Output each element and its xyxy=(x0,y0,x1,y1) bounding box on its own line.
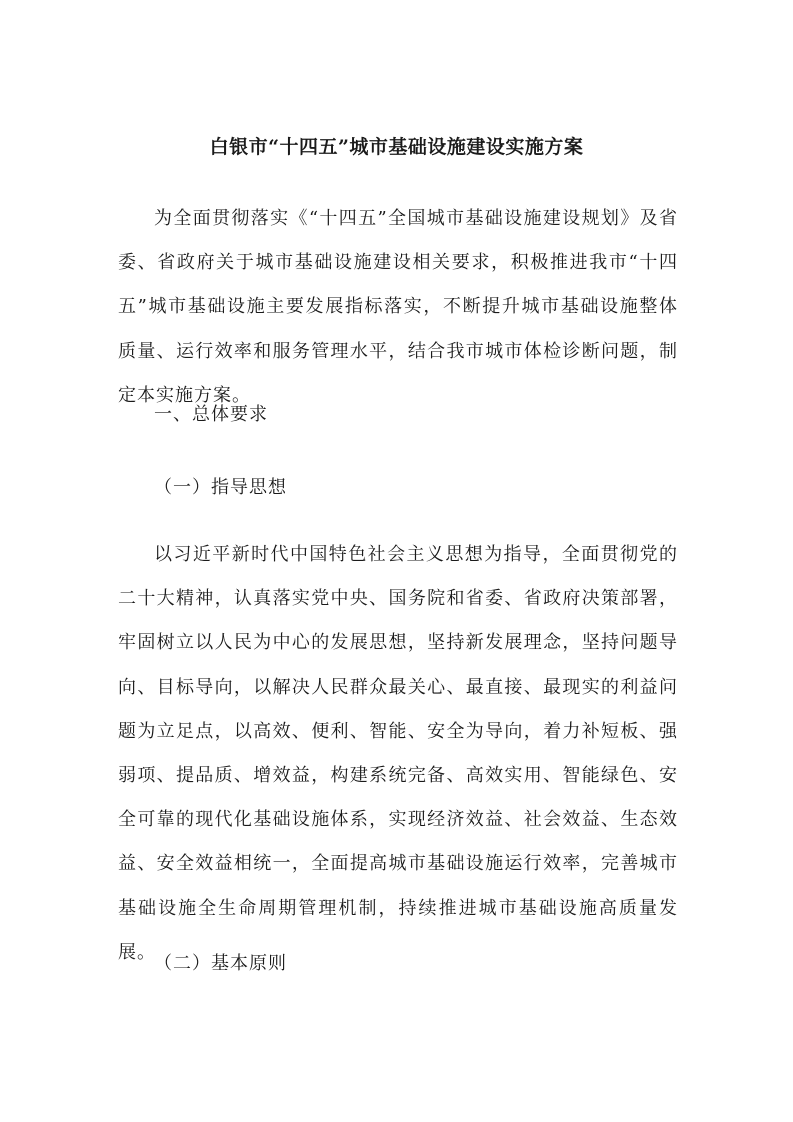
guiding-ideology-paragraph: 以习近平新时代中国特色社会主义思想为指导，全面贯彻党的二十大精神，认真落实党中央、国务院和省委、省政府决策部署，牢固树立以人民为中心的发展思想，坚持新发展理念，坚持问题导向、目标导向，以解决人民群众最关心、最直接、最现实的利益问题为立足点，以高效、便利、智能、安全为导向，着力补短板、强弱项、提品质、增效益，构建系统完备、高效实用、智能绿色、安全可靠的现代化基础设施体系，实现经济效益、社会效益、生态效益、安全效益相统一，全面提高城市基础设施运行效率，完善城市基础设施全生命周期管理机制，持续推进城市基础设施高质量发展。 xyxy=(118,544,678,963)
subsection-heading-basic-principles: （二）基本原则 xyxy=(154,953,287,974)
section-heading-general-requirements: 一、总体要求 xyxy=(154,404,268,425)
document-title: 白银市“十四五”城市基础设施建设实施方案 xyxy=(209,136,584,158)
subsection-heading-guiding-ideology: （一）指导思想 xyxy=(154,477,287,498)
intro-paragraph: 为全面贯彻落实《“十四五”全国城市基础设施建设规划》及省委、省政府关于城市基础设施建设相关要求，积极推进我市“十四五”城市基础设施主要发展指标落实，不断提升城市基础设施整体质量、运行效率和服务管理水平，结合我市城市体检诊断问题，制定本实施方案。 xyxy=(118,208,678,406)
